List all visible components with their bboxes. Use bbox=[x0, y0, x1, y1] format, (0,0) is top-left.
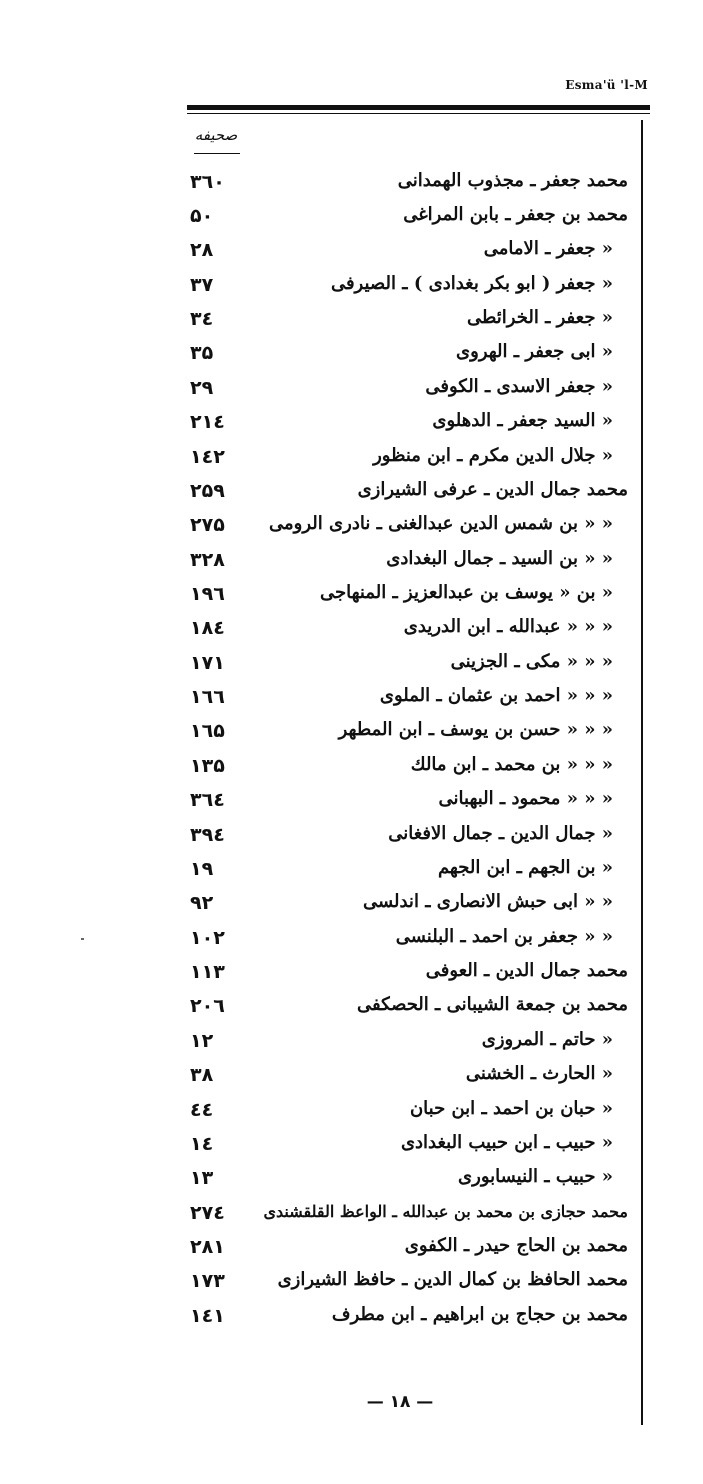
entry-page-number: ۲۸ bbox=[190, 239, 214, 261]
index-entry bbox=[0, 1196, 703, 1230]
entry-name: « السيد جعفر ـ الدهلوى bbox=[432, 410, 613, 431]
entry-name: « بن الجهم ـ ابن الجهم bbox=[437, 857, 613, 878]
index-entry bbox=[0, 1161, 703, 1195]
entry-name: « جعفر الاسدى ـ الكوفى bbox=[425, 376, 613, 397]
page-column-header: صحيفه bbox=[194, 126, 238, 144]
entry-page-number: ۳۷ bbox=[190, 274, 214, 296]
entry-name: محمد بن الحاج حيدر ـ الكفوى bbox=[404, 1235, 628, 1256]
entry-name: « جعفر ( ابو بكر بغدادى ) ـ الصيرفى bbox=[330, 273, 613, 294]
entry-page-number: ۳٦۰ bbox=[190, 171, 225, 193]
entry-page-number: ۱۰۲ bbox=[190, 927, 225, 949]
index-entry bbox=[0, 1230, 703, 1264]
entry-page-number: ۳۵ bbox=[190, 342, 214, 364]
index-entry bbox=[0, 852, 703, 886]
index-entry bbox=[0, 783, 703, 817]
index-entry bbox=[0, 577, 703, 611]
entry-name: محمد بن جعفر ـ بابن المراغى bbox=[403, 204, 628, 225]
entry-name: « حبيب ـ ابن حبيب البغدادى bbox=[400, 1132, 613, 1153]
index-entry bbox=[0, 440, 703, 474]
entry-page-number: ۱۹ bbox=[190, 858, 214, 880]
entry-name: محمد جمال الدين ـ عرفى الشيرازى bbox=[357, 479, 628, 500]
entry-page-number: ۱۹٦ bbox=[190, 583, 225, 605]
entry-name: « حبان بن احمد ـ ابن حبان bbox=[409, 1098, 613, 1119]
entry-name: « « جعفر بن احمد ـ البلنسى bbox=[395, 926, 613, 947]
index-entry bbox=[0, 818, 703, 852]
entry-name: « حاتم ـ المروزى bbox=[481, 1029, 613, 1050]
index-entry bbox=[0, 1127, 703, 1161]
entry-page-number: ۲۷۵ bbox=[190, 514, 225, 536]
index-entry bbox=[0, 989, 703, 1023]
entry-name: « جعفر ـ الامامى bbox=[483, 238, 613, 259]
entry-page-number: ۵۰ bbox=[190, 205, 214, 227]
index-entry bbox=[0, 921, 703, 955]
entry-page-number: ۱٤۲ bbox=[190, 446, 225, 468]
entry-page-number: ۲۵۹ bbox=[190, 480, 225, 502]
index-entry bbox=[0, 405, 703, 439]
entry-name: « بن « يوسف بن عبدالعزيز ـ المنهاجى bbox=[320, 582, 613, 603]
running-head: Esma'ü 'l-M bbox=[565, 78, 648, 92]
entry-name: محمد بن جمعة الشيبانى ـ الحصكفى bbox=[357, 994, 628, 1015]
entry-name: « جمال الدين ـ جمال الافغانى bbox=[388, 823, 613, 844]
entry-name: محمد جمال الدين ـ العوفى bbox=[425, 960, 628, 981]
entry-page-number: ۱۲ bbox=[190, 1030, 214, 1052]
entry-name: « « « بن محمد ـ ابن مالك bbox=[410, 754, 613, 775]
index-entry bbox=[0, 336, 703, 370]
entry-page-number: ۳۲۸ bbox=[190, 549, 225, 571]
entry-name: « « « احمد بن عثمان ـ الملوى bbox=[379, 685, 613, 706]
header-rule-thin bbox=[187, 113, 650, 114]
index-entry bbox=[0, 165, 703, 199]
index-entry bbox=[0, 1093, 703, 1127]
entry-page-number: ۲۹ bbox=[190, 377, 214, 399]
entry-page-number: ۳٦٤ bbox=[190, 789, 225, 811]
index-entry bbox=[0, 233, 703, 267]
entry-name: « « « مكى ـ الجزينى bbox=[450, 651, 613, 672]
index-entry bbox=[0, 302, 703, 336]
index-entry bbox=[0, 543, 703, 577]
entry-name: « « « محمود ـ البهبانى bbox=[438, 788, 613, 809]
index-entry bbox=[0, 680, 703, 714]
index-entry bbox=[0, 199, 703, 233]
index-entry bbox=[0, 268, 703, 302]
entry-page-number: ۱٤۱ bbox=[190, 1305, 225, 1327]
entry-name: « ابى جعفر ـ الهروى bbox=[456, 341, 613, 362]
entry-page-number: ۳۸ bbox=[190, 1064, 214, 1086]
index-entry bbox=[0, 714, 703, 748]
page-folio: — ۱۸ — bbox=[366, 1392, 434, 1412]
entry-page-number: ۱٦۵ bbox=[190, 720, 225, 742]
entry-page-number: ۳۹٤ bbox=[190, 824, 225, 846]
entry-page-number: ۱۳ bbox=[190, 1167, 214, 1189]
index-entry bbox=[0, 886, 703, 920]
entry-name: محمد جعفر ـ مجذوب الهمدانى bbox=[397, 170, 628, 191]
entry-name: « « بن السيد ـ جمال البغدادى bbox=[386, 548, 613, 569]
entry-page-number: ۲۱٤ bbox=[190, 411, 225, 433]
index-entry bbox=[0, 474, 703, 508]
entry-page-number: ٤٤ bbox=[190, 1099, 214, 1121]
entry-name: محمد بن حجاج بن ابراهيم ـ ابن مطرف bbox=[331, 1304, 628, 1325]
entry-page-number: ۱۳۵ bbox=[190, 755, 225, 777]
index-entry bbox=[0, 611, 703, 645]
index-entry bbox=[0, 1299, 703, 1333]
entry-page-number: ۱۸٤ bbox=[190, 617, 225, 639]
entry-page-number: ۲۰٦ bbox=[190, 995, 225, 1017]
index-entry bbox=[0, 508, 703, 542]
entry-name: محمد حجازى بن محمد بن عبدالله ـ الواعظ القلقشندى bbox=[263, 1202, 628, 1221]
index-entry bbox=[0, 955, 703, 989]
entry-page-number: ۱۱۳ bbox=[190, 961, 225, 983]
index-entry bbox=[0, 1058, 703, 1092]
index-entry bbox=[0, 646, 703, 680]
entry-page-number: ۱٦٦ bbox=[190, 686, 225, 708]
index-entry bbox=[0, 1024, 703, 1058]
entry-page-number: ۹۲ bbox=[190, 892, 214, 914]
entry-name: « « « حسن بن يوسف ـ ابن المطهر bbox=[338, 719, 613, 740]
index-entry bbox=[0, 1264, 703, 1298]
entry-name: « جلال الدين مكرم ـ ابن منظور bbox=[373, 445, 613, 466]
header-rule-thick bbox=[187, 105, 650, 110]
entry-name: « « ابى حبش الانصارى ـ اندلسى bbox=[362, 891, 613, 912]
entry-page-number: ۲۷٤ bbox=[190, 1202, 225, 1224]
entry-page-number: ۲۸۱ bbox=[190, 1236, 225, 1258]
entry-name: محمد الحافظ بن كمال الدين ـ حافظ الشيرازى bbox=[277, 1269, 628, 1290]
entry-name: « حبيب ـ النيسابورى bbox=[458, 1166, 613, 1187]
entry-page-number: ۱٤ bbox=[190, 1133, 214, 1155]
entry-page-number: ۳٤ bbox=[190, 308, 214, 330]
entry-name: « « بن شمس الدين عبدالغنى ـ نادرى الرومى bbox=[269, 513, 613, 534]
entry-name: « جعفر ـ الخرائطى bbox=[467, 307, 613, 328]
entry-page-number: ۱۷۱ bbox=[190, 652, 225, 674]
page-column-header-underline bbox=[194, 153, 240, 154]
entry-name: « « « عبدالله ـ ابن الدريدى bbox=[403, 616, 613, 637]
index-entry bbox=[0, 371, 703, 405]
index-entry bbox=[0, 749, 703, 783]
entry-name: « الحارث ـ الخشنى bbox=[465, 1063, 613, 1084]
entry-page-number: ۱۷۳ bbox=[190, 1270, 225, 1292]
